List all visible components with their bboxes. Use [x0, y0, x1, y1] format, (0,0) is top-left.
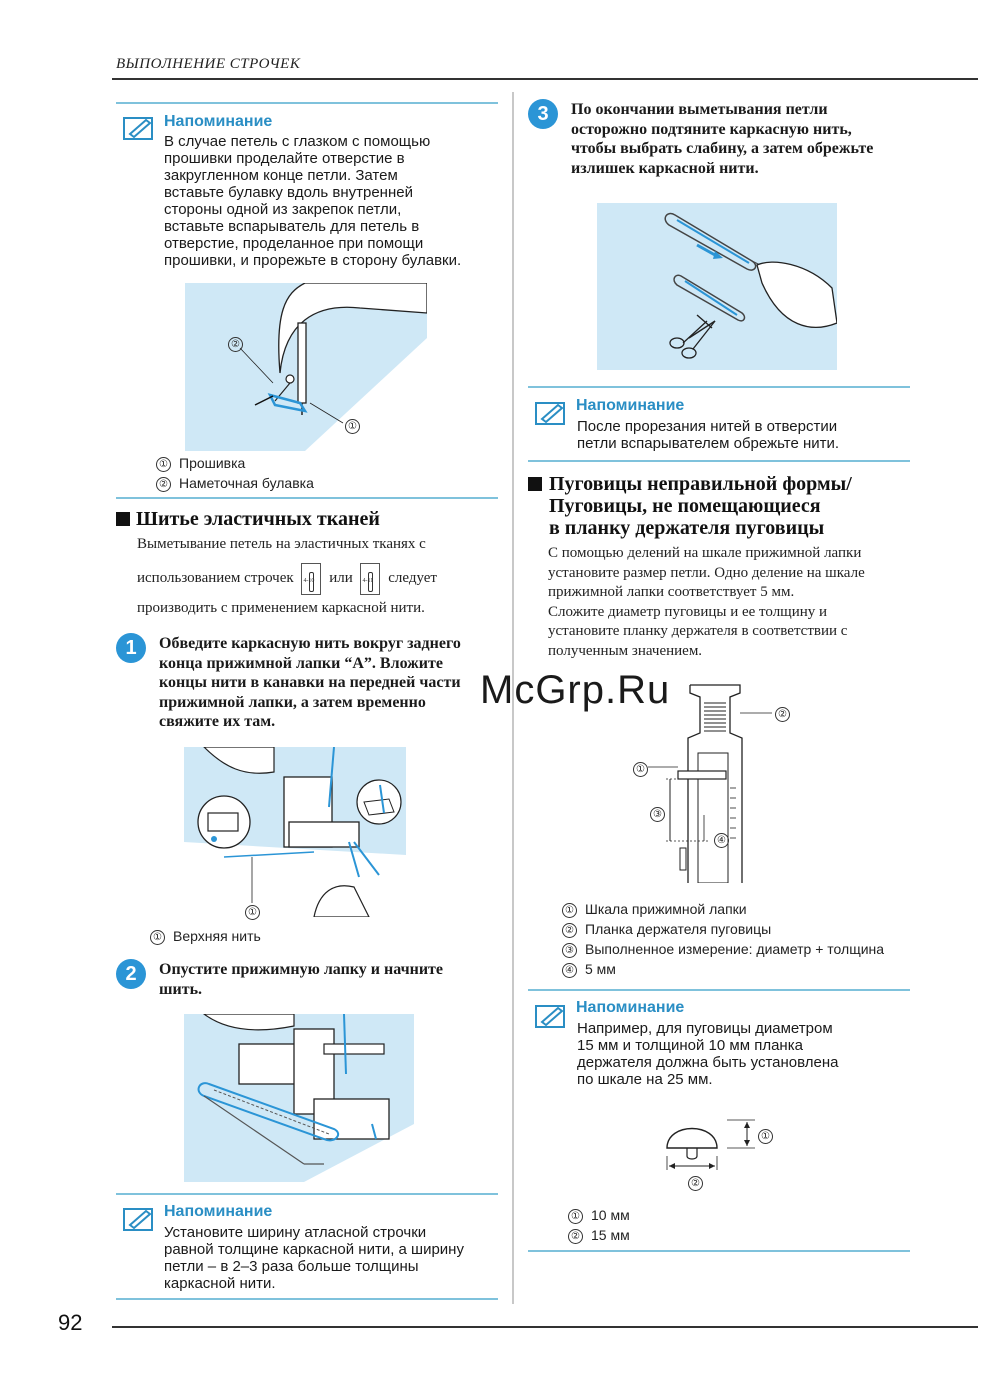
caption-item: ① Верхняя нить [150, 926, 261, 946]
caption-item: ① 10 мм [568, 1205, 630, 1225]
memo-bottom-rule [116, 1298, 498, 1300]
figure-sewing-buttonhole [184, 1014, 414, 1182]
header-rule [112, 78, 978, 80]
body-text-with-icons: использованием строчек 4-10 или 4-11 следует [137, 562, 437, 595]
figure-label-2: ② [228, 333, 251, 353]
figure-presser-foot-cord [184, 747, 406, 917]
memo-title: Напоминание [576, 999, 685, 1016]
memo-title: Напоминание [576, 397, 685, 414]
memo-bottom-rule [528, 460, 910, 462]
page-number: 92 [58, 1310, 83, 1335]
memo-top-rule [116, 1193, 498, 1195]
caption-list [568, 1205, 630, 1245]
memo-title: Напоминание [164, 1203, 273, 1220]
step-badge: 2 [116, 959, 146, 989]
memo-text: Например, для пуговицы диаметром 15 мм и толщиной 10 мм планка держателя должна быть установлена по шкале на 25 мм. [577, 1020, 839, 1088]
memo-pencil-icon [534, 399, 568, 427]
memo-pencil-icon [534, 1002, 568, 1030]
stitch-4-11-icon: 4-11 [360, 563, 380, 595]
caption-list [156, 453, 314, 493]
watermark: McGrp.Ru [480, 668, 671, 712]
figure-label-1: ① [758, 1125, 781, 1145]
caption-item: ① Прошивка [156, 453, 314, 473]
figure-label-1: ① [345, 415, 368, 435]
memo-bottom-rule [528, 1250, 910, 1252]
caption-item: ④ 5 мм [562, 959, 884, 979]
figure-label-1: ① [245, 901, 268, 921]
caption-item: ③ Выполненное измерение: диаметр + толщина [562, 939, 884, 959]
memo-pencil-icon [122, 114, 156, 142]
step-instruction: Опустите прижимную лапку и начните шить. [159, 961, 444, 998]
step-badge: 3 [528, 99, 558, 129]
step-badge: 1 [116, 633, 146, 663]
stitch-4-10-icon: 4-10 [301, 563, 321, 595]
memo-text: Установите ширину атласной строчки равной толщине каркасной нити, а ширину петли – в 2–3 раза больше толщины каркасной нити. [164, 1224, 464, 1292]
caption-item: ② Наметочная булавка [156, 473, 314, 493]
step-instruction: По окончании выметывания петли осторожно подтяните каркасную нить, чтобы выбрать слабину, а затем обрежьте излишек каркасной нити. [571, 101, 874, 177]
memo-bottom-rule [116, 497, 498, 499]
figure-label-4: ④ [714, 829, 737, 849]
caption-item: ② 15 мм [568, 1225, 630, 1245]
section-bullet [528, 477, 542, 491]
memo-top-rule [528, 386, 910, 388]
running-header: ВЫПОЛНЕНИЕ СТРОЧЕК [116, 56, 301, 72]
caption-item: ② Планка держателя пуговицы [562, 919, 884, 939]
section-bullet [116, 512, 130, 526]
section-title: Шитье эластичных тканей [136, 508, 380, 530]
body-text: производить с применением каркасной нити. [137, 600, 425, 616]
body-text: Выметывание петель на эластичных тканях с [137, 536, 426, 552]
memo-top-rule [116, 102, 498, 104]
figure-label-2: ② [775, 703, 798, 723]
caption-item: ① Шкала прижимной лапки [562, 899, 884, 919]
figure-label-1: ① [633, 758, 656, 778]
caption-list [562, 899, 884, 979]
memo-top-rule [528, 989, 910, 991]
section-title: Пуговицы неправильной формы/ Пуговицы, не помещающиеся в планку держателя пуговицы [549, 473, 852, 539]
memo-text: В случае петель с глазком с помощью прошивки проделайте отверстие в закругленном конце петли. Затем вставьте булавку вдоль внутренней стороны одной из закрепок петли, вставьте вспарыватель для петель в отверстие, проделанное при помощи прошивки, и прорежьте в сторону булавки. [164, 133, 462, 269]
step-instruction: Обведите каркасную нить вокруг заднего конца прижимной лапки “А”. Вложите концы нити в канавки на передней части прижимной лапки, а затем временно свяжите их там. [159, 635, 461, 730]
figure-trim-cord [597, 203, 837, 370]
memo-title: Напоминание [164, 113, 273, 130]
memo-text: После прорезания нитей в отверстии петли вспарывателем обрежьте нити. [577, 418, 840, 452]
figure-label-3: ③ [650, 803, 673, 823]
figure-label-2: ② [688, 1172, 711, 1192]
memo-pencil-icon [122, 1205, 156, 1233]
body-text: С помощью делений на шкале прижимной лапки установите размер петли. Одно деление на шкале прижимной лапки соответствует 5 мм. Сложите диаметр пуговицы и ее толщину и установите планку держателя в соответствии с полученным значением. [548, 545, 865, 659]
figure-seam-ripper [185, 283, 427, 451]
footer-rule [112, 1326, 978, 1328]
